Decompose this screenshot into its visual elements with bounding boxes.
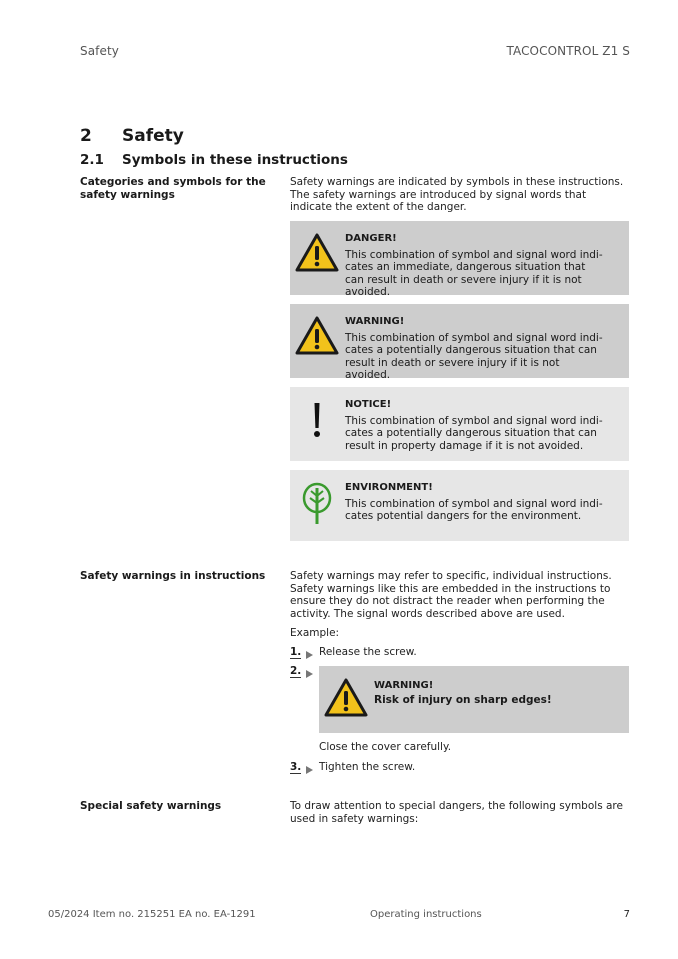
step-arrow-icon <box>305 765 315 775</box>
footer-item-info: 05/2024 Item no. 215251 EA no. EA-1291 <box>48 909 256 920</box>
instructions-text: Safety warnings may refer to specific, individual instructions. Safety warnings like this are embedded in the instructions to ensure they do not distract the reader when performing the activity. The signal words described above are used. <box>290 570 612 620</box>
step-3-number: 3. <box>290 761 302 773</box>
warning-triangle-icon <box>324 678 368 718</box>
step-1-number: 1. <box>290 646 302 658</box>
inline-warning-signal: WARNING! <box>374 680 434 691</box>
section-title: Symbols in these instructions <box>122 152 348 168</box>
tree-icon <box>295 482 339 526</box>
warning-triangle-icon <box>295 316 339 356</box>
categories-intro: Safety warnings are indicated by symbols in these instructions. The safety warnings are introduced by signal words that indicate the extent of the danger. <box>290 176 624 213</box>
step-arrow-icon <box>305 650 315 660</box>
notice-signal: NOTICE! <box>345 399 392 410</box>
example-label: Example: <box>290 627 340 639</box>
step-arrow-icon <box>305 669 315 679</box>
special-label: Special safety warnings <box>80 800 222 812</box>
section-number: 2.1 <box>80 152 104 168</box>
environment-signal: ENVIRONMENT! <box>345 482 433 493</box>
warning-signal: WARNING! <box>345 316 405 327</box>
chapter-title: Safety <box>122 126 184 146</box>
special-text: To draw attention to special dangers, the following symbols are used in safety warnings: <box>290 800 623 825</box>
warning-text: This combination of symbol and signal word indi-cates a potentially dangerous situation that can result in death or severe injury if it is not avoided. <box>345 331 603 381</box>
warning-triangle-icon <box>295 233 339 273</box>
footer-doc-type: Operating instructions <box>370 909 482 920</box>
inline-warning-box <box>319 666 629 733</box>
step-2-number: 2. <box>290 665 302 677</box>
header-product: TACOCONTROL Z1 S <box>506 44 630 58</box>
danger-text: This combination of symbol and signal word indi-cates an immediate, dangerous situation that can result in death or severe injury if it is not avoided. <box>345 248 603 298</box>
notice-text: This combination of symbol and signal word indi-cates a potentially dangerous situation that can result in property damage if it is not avoided. <box>345 414 603 452</box>
chapter-heading <box>80 126 184 146</box>
page-number: 7 <box>623 909 630 920</box>
step-1-text: Release the screw. <box>319 646 417 658</box>
environment-box <box>290 470 629 541</box>
danger-signal: DANGER! <box>345 233 397 244</box>
danger-box <box>290 221 629 298</box>
chapter-number: 2 <box>80 126 92 146</box>
after-warning-text: Close the cover carefully. <box>319 741 452 753</box>
header-section: Safety <box>80 44 119 58</box>
step-3-text: Tighten the screw. <box>319 761 416 773</box>
warning-box <box>290 304 629 381</box>
categories-label: Categories and symbols for the safety warnings <box>80 176 266 201</box>
inline-warning-text: Risk of injury on sharp edges! <box>374 694 552 706</box>
environment-text: This combination of symbol and signal word indi-cates potential dangers for the environment. <box>345 497 603 522</box>
notice-box <box>290 387 629 461</box>
exclamation-icon <box>295 401 339 441</box>
section-heading <box>80 152 348 168</box>
instructions-label: Safety warnings in instructions <box>80 570 266 582</box>
